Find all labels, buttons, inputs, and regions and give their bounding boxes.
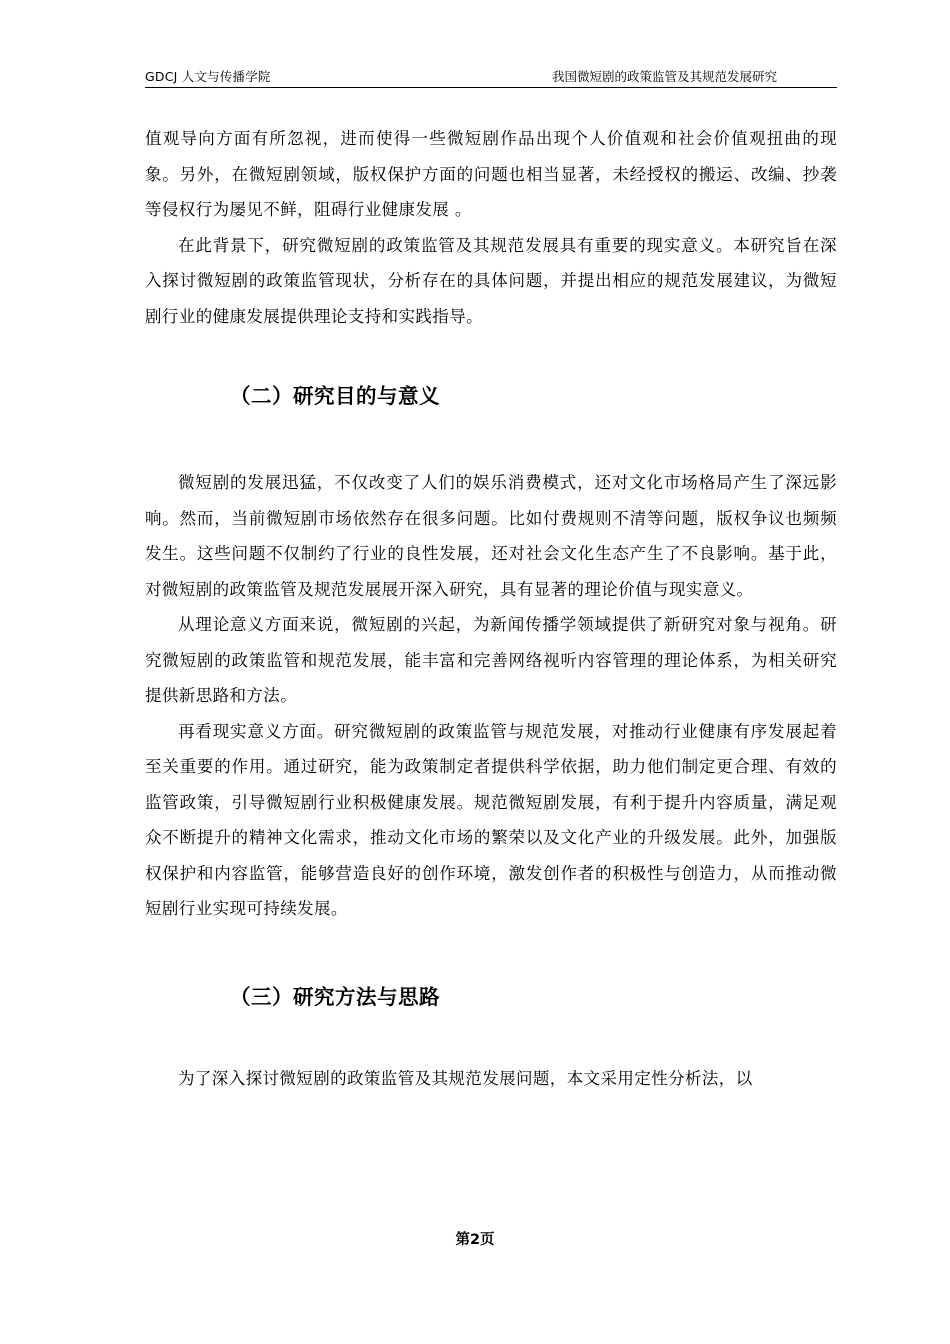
section-heading-methods: （三）研究方法与思路 <box>230 984 440 1009</box>
section-heading-purpose: （二）研究目的与意义 <box>230 384 440 408</box>
page-body <box>145 121 837 1096</box>
header-institution: GDCJ 人文与传播学院 <box>145 69 271 84</box>
paragraph-background: 在此背景下，研究微短剧的政策监管及其规范发展具有重要的现实意义。本研究旨在深入探讨微短剧的政策监管现状，分析存在的具体问题，并提出相应的规范发展建议，为微短剧行业的健康发展提供理论支持和实践指导。 <box>145 235 837 326</box>
page-header <box>145 68 837 88</box>
paragraph-theoretical-significance: 从理论意义方面来说，微短剧的兴起，为新闻传播学领域提供了新研究对象与视角。研究微短剧的政策监管和规范发展，能丰富和完善网络视听内容管理的理论体系，为相关研究提供新思路和方法。 <box>145 615 837 705</box>
paragraph-continued: 值观导向方面有所忽视，进而使得一些微短剧作品出现个人价值观和社会价值观扭曲的现象。另外，在微短剧领域，版权保护方面的问题也相当显著，未经授权的搬运、改编、抄袭等侵权行为屡见不鲜，阻碍行业健康发展 。 <box>145 129 837 219</box>
paragraph-methods: 为了深入探讨微短剧的政策监管及其规范发展问题，本文采用定性分析法，以 <box>178 1068 753 1088</box>
header-paper-title: 我国微短剧的政策监管及其规范发展研究 <box>551 69 777 84</box>
paragraph-purpose-intro: 微短剧的发展迅猛，不仅改变了人们的娱乐消费模式，还对文化市场格局产生了深远影响。然而，当前微短剧市场依然存在很多问题。比如付费规则不清等问题，版权争议也频频发生。这些问题不仅制约了行业的良性发展，还对社会文化生态产生了不良影响。基于此，对微短剧的政策监管及规范发展展开深入研究，具有显著的理论价值与现实意义。 <box>145 473 837 599</box>
page-number: 第2页 <box>455 1232 495 1248</box>
paragraph-practical-significance: 再看现实意义方面。研究微短剧的政策监管与规范发展，对推动行业健康有序发展起着至关重要的作用。通过研究，能为政策制定者提供科学依据，助力他们制定更合理、有效的监管政策，引导微短剧行业积极健康发展。规范微短剧发展，有利于提升内容质量，满足观众不断提升的精神文化需求，推动文化市场的繁荣以及文化产业的升级发展。此外，加强版权保护和内容监管，能够营造良好的创作环境，激发创作者的积极性与创造力，从而推动微短剧行业实现可持续发展。 <box>145 721 837 918</box>
